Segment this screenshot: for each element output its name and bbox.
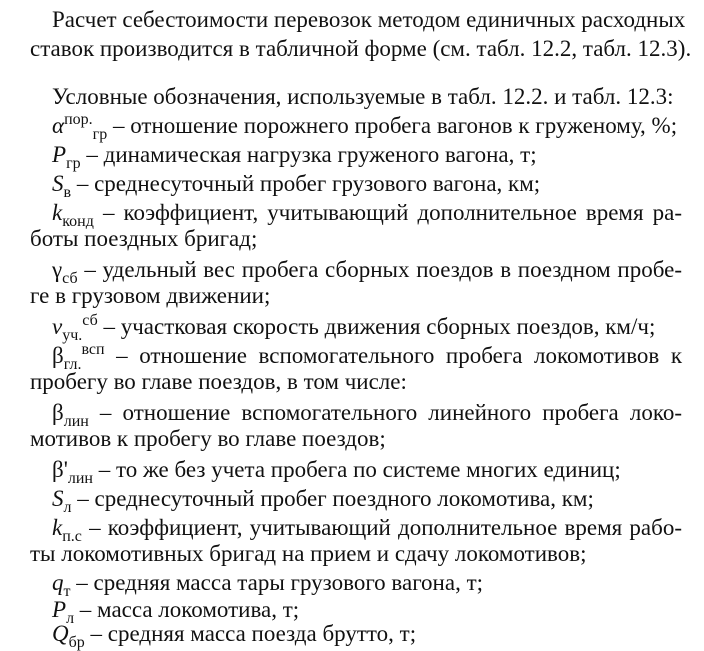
notation-description: – коэффициент, учитывающий дополнительное время ра-: [93, 200, 682, 225]
notation-description: – то же без учета пробега по системе многих единиц;: [92, 457, 621, 482]
notation-symbol: β: [52, 400, 64, 425]
notation-continuation: мотивов к пробегу во главе поездов;: [30, 426, 386, 451]
notation-continuation: ты локомотивных бригад на прием и сдачу локомотивов;: [30, 541, 587, 566]
intro-line-1: Расчет себестоимости перевозок методом единичных расходных: [52, 7, 686, 32]
notation-description: – масса локомотива, т;: [74, 597, 300, 622]
notation-description: – динамическая нагрузка груженого вагона, т;: [80, 142, 537, 167]
notation-subscript: лин: [63, 413, 89, 430]
notation-description: – среднесуточный пробег грузового вагона, км;: [71, 171, 541, 196]
notation-continuation: пробегу во главе поездов, в том числе:: [30, 369, 407, 394]
notation-symbol: P: [52, 142, 67, 167]
notation-symbol: k: [52, 515, 63, 540]
notation-superscript: пор.: [64, 111, 93, 128]
notation-item: [52, 456, 682, 486]
notation-subscript: гр: [66, 155, 81, 172]
notation-subscript: т: [63, 583, 71, 600]
notation-item: [52, 313, 682, 343]
notation-description: – коэффициент, учитывающий дополнительное время рабо-: [81, 515, 682, 540]
notation-symbol: β': [52, 457, 68, 482]
notation-subscript: уч.: [62, 327, 83, 344]
notation-subscript: п.с: [62, 528, 82, 545]
notation-item: [52, 170, 682, 200]
notation-heading: Условные обозначения, используемые в табл. 12.2. и табл. 12.3:: [52, 84, 674, 109]
notation-superscript: сб: [82, 312, 98, 329]
notation-subscript: гр: [92, 126, 108, 143]
notation-description: – среднесуточный пробег поездного локомотива, км;: [71, 486, 594, 511]
notation-symbol: q: [52, 570, 64, 595]
notation-description: – средняя масса тары грузового вагона, т;: [70, 570, 484, 595]
notation-symbol: γ: [52, 257, 63, 282]
notation-subscript: сб: [62, 270, 78, 287]
notation-symbol: S: [52, 171, 64, 196]
notation-symbol: S: [52, 486, 64, 511]
notation-symbol: P: [52, 597, 67, 622]
notation-item: [52, 620, 682, 650]
notation-subscript: гл.: [63, 356, 82, 373]
notation-superscript: всп: [81, 341, 105, 358]
notation-item: [52, 569, 682, 599]
notation-description: – отношение вспомогательного пробега локомотивов к: [104, 343, 682, 368]
notation-item: [52, 485, 682, 515]
notation-description: – удельный вес пробега сборных поездов в поездном пробе-: [77, 257, 682, 282]
notation-symbol: v: [52, 314, 63, 339]
notation-symbol: Q: [52, 621, 69, 646]
notation-description: – отношение порожнего пробега вагонов к груженому, %;: [107, 113, 678, 138]
notation-item: [52, 141, 682, 171]
notation-subscript: л: [66, 610, 75, 627]
notation-symbol: k: [52, 200, 63, 225]
notation-continuation: ге в грузовом движении;: [30, 283, 271, 308]
notation-description: – отношение вспомогательного линейного пробега локо-: [88, 400, 682, 425]
intro-line-2: ставок производится в табличной форме (см. табл. 12.2, табл. 12.3).: [30, 36, 692, 61]
notation-subscript: лин: [67, 470, 93, 487]
notation-description: – участковая скорость движения сборных поездов, км/ч;: [97, 314, 656, 339]
notation-subscript: в: [63, 184, 72, 201]
notation-subscript: бр: [68, 634, 85, 651]
notation-item: [52, 112, 682, 142]
notation-continuation: боты поездных бригад;: [30, 226, 258, 251]
notation-symbol: α: [52, 113, 65, 138]
notation-description: – средняя масса поезда брутто, т;: [84, 621, 417, 646]
notation-symbol: β: [52, 343, 64, 368]
notation-subscript: л: [63, 499, 72, 516]
notation-subscript: конд: [62, 213, 94, 230]
